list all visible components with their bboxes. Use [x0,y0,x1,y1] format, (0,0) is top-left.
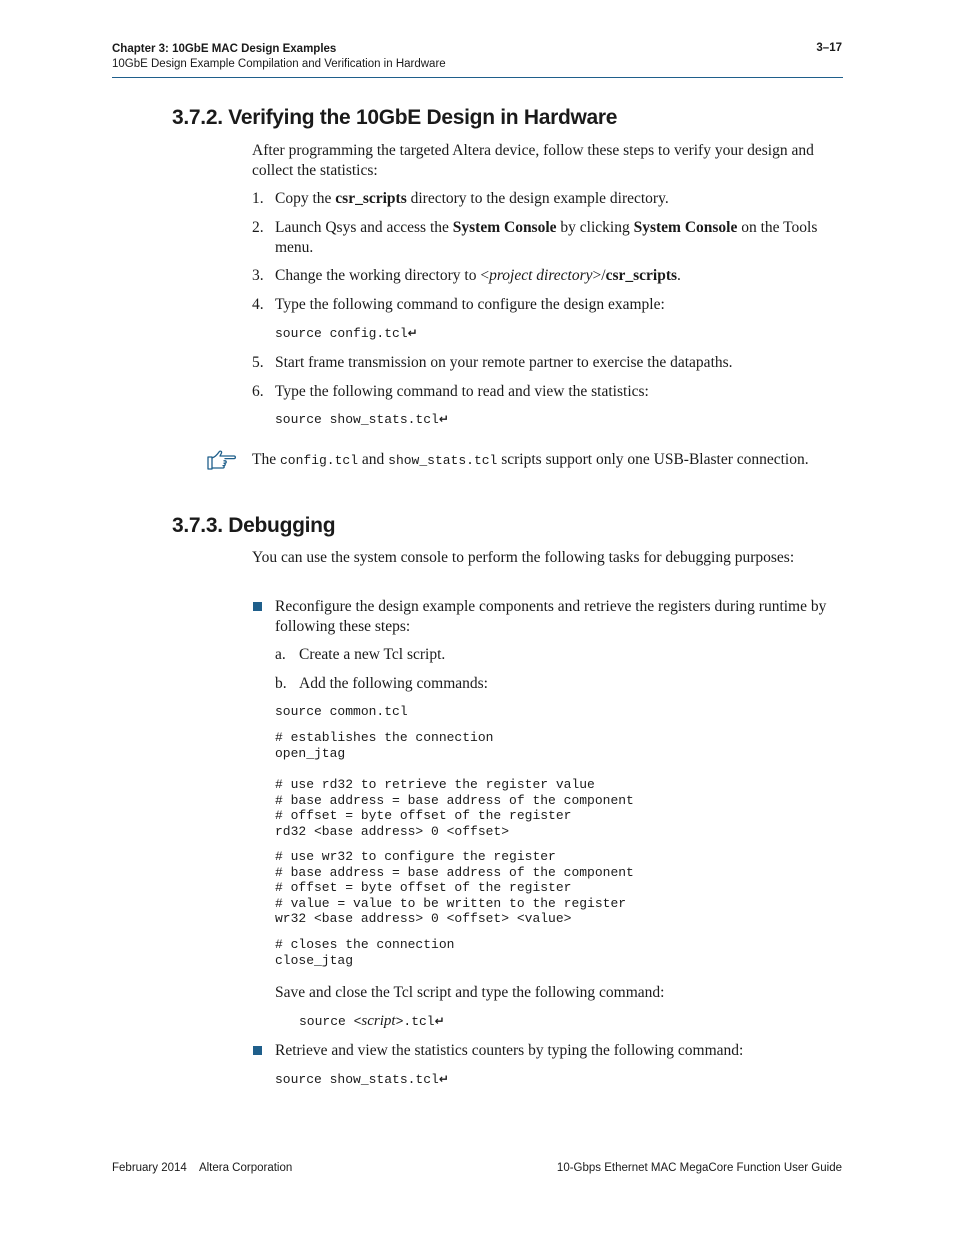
command-show-stats-debug: source show_stats.tcl↵ [275,1072,449,1087]
footer-date-company: February 2014 Altera Corporation [112,1162,293,1174]
step-number: 2. [252,219,264,236]
bullet-retrieve-stats: Retrieve and view the statistics counters by typing the following command: [275,1042,744,1059]
code-rd32: # use rd32 to retrieve the register value # base address = base address of the component # offset = byte offset of the register rd32 <base address> 0 <offset> [275,777,634,839]
debugging-intro: You can use the system console to perform the following tasks for debugging purposes: [252,549,795,566]
note-text: The config.tcl and show_stats.tcl scripts support only one USB-Blaster connection. [252,451,809,468]
header-rule [112,77,843,78]
return-icon: ↵ [434,1014,445,1028]
step-number: 6. [252,383,264,400]
section-title: 10GbE Design Example Compilation and Verification in Hardware [112,58,446,70]
chapter-title: Chapter 3: 10GbE MAC Design Examples [112,43,337,55]
step-number: 1. [252,190,264,207]
substep-a: a. Create a new Tcl script. [275,646,446,663]
return-icon: ↵ [407,326,418,340]
code-close-jtag: # closes the connection close_jtag [275,937,455,968]
step-number: 4. [252,296,264,313]
intro-paragraph: After programming the targeted Altera device, follow these steps to verify your design and collect the statistics: [252,142,814,179]
bullet-reconfigure: Reconfigure the design example components and retrieve the registers during runtime by following these steps: [275,598,827,635]
step-3: Change the working directory to <project directory>/csr_scripts. [275,267,681,284]
command-config: source config.tcl↵ [275,326,418,341]
return-icon: ↵ [438,412,449,426]
command-show-stats: source show_stats.tcl↵ [275,412,449,427]
heading-verifying-hardware: 3.7.2. Verifying the 10GbE Design in Hardware [172,106,618,129]
heading-debugging: 3.7.3. Debugging [172,514,336,537]
step-number: 5. [252,354,264,371]
step-number: 3. [252,267,264,284]
footer-guide-title: 10-Gbps Ethernet MAC MegaCore Function User Guide [556,1162,842,1174]
command-source-script: source <script>.tcl↵ [299,1013,445,1029]
step-5: Start frame transmission on your remote partner to exercise the datapaths. [275,354,733,371]
page-number: 3–17 [816,42,842,54]
save-instruction: Save and close the Tcl script and type the following command: [275,984,665,1001]
step-4: Type the following command to configure the design example: [275,296,665,313]
return-icon: ↵ [438,1072,449,1086]
code-open-jtag: # establishes the connection open_jtag [275,730,494,761]
bullet-marker [253,1046,262,1055]
code-source-common: source common.tcl [275,704,408,719]
pointing-hand-icon [205,448,239,477]
bullet-marker [253,602,262,611]
substep-b: b. Add the following commands: [275,675,488,692]
step-6: Type the following command to read and view the statistics: [275,383,649,400]
step-2: Launch Qsys and access the System Console by clicking System Console on the Tools menu. [275,219,818,256]
running-header [112,42,446,72]
code-wr32: # use wr32 to configure the register # base address = base address of the component # offset = byte offset of the register # value = value to be written to the register wr32 <base address> 0 <offset> <value> [275,849,634,926]
step-1: Copy the csr_scripts directory to the design example directory. [275,190,669,207]
